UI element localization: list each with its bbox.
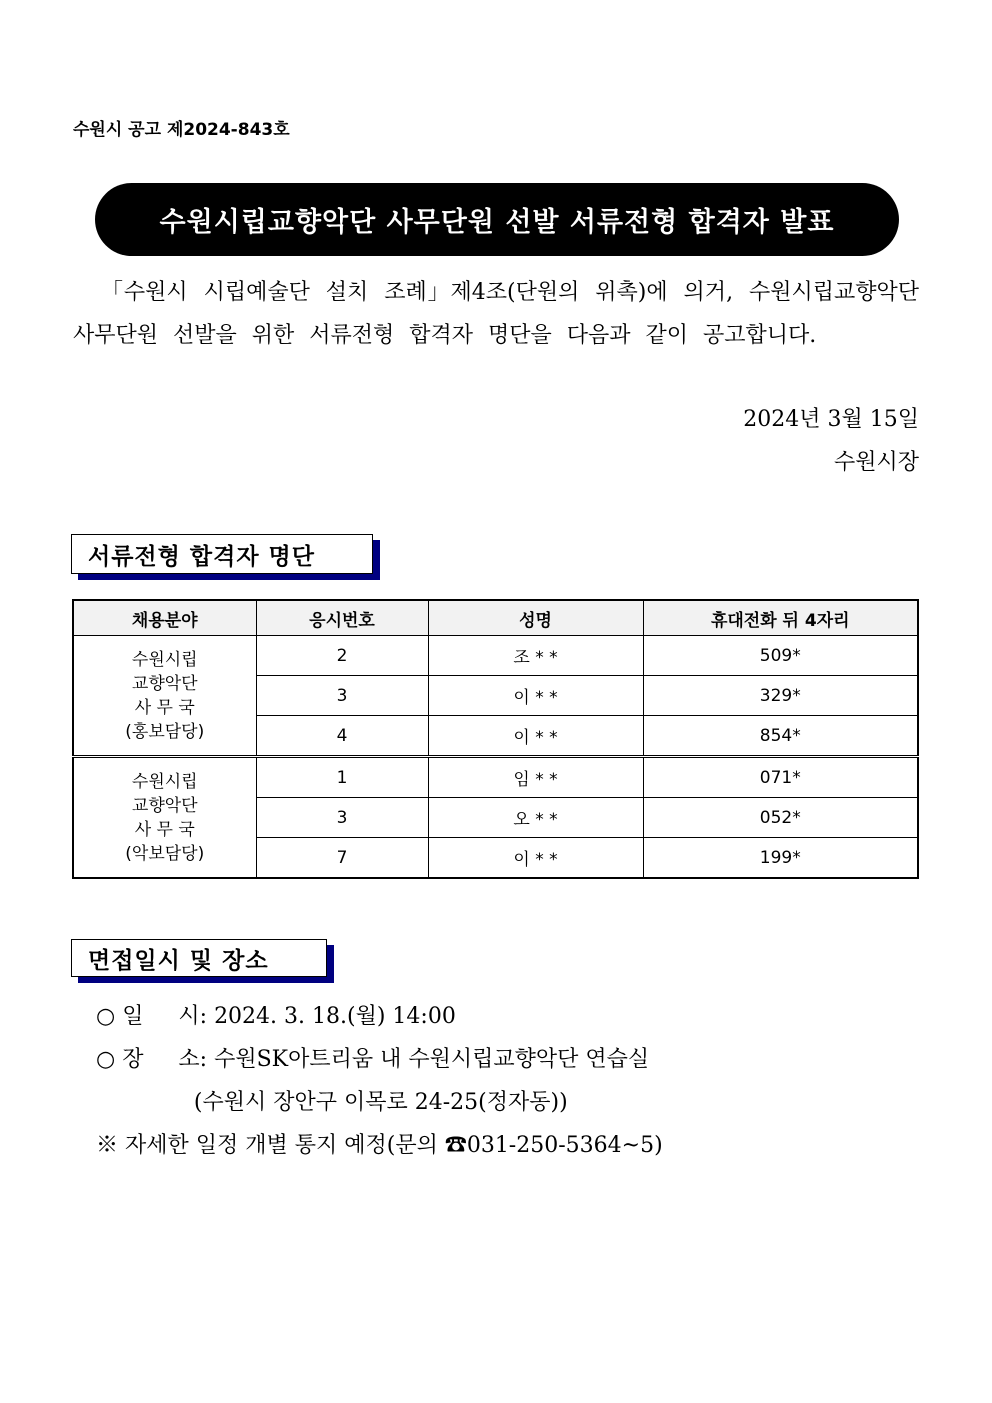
phone-last-digits: 509*: [643, 636, 918, 676]
interview-time: ○ 일 시: 2024. 3. 18.(월) 14:00: [96, 1004, 456, 1029]
notice-number: 수원시 공고 제2024-843호: [73, 120, 290, 140]
column-header: 성명: [428, 600, 643, 636]
section-title: 서류전형 합격자 명단: [71, 534, 373, 574]
field-line: 수원시립: [131, 649, 198, 670]
applicant-name: 이 * *: [428, 838, 643, 879]
field-line: 교향악단: [131, 673, 198, 694]
field-line: 수원시립: [131, 771, 198, 792]
applicant-name: 이 * *: [428, 716, 643, 757]
field-line: (악보담당): [125, 843, 205, 864]
field-line: 교향악단: [131, 795, 198, 816]
announcement-date: 2024년 3월 15일: [743, 407, 919, 432]
applicant-name: 이 * *: [428, 676, 643, 716]
applicant-number: 3: [256, 798, 428, 838]
applicant-name: 임 * *: [428, 757, 643, 798]
phone-last-digits: 199*: [643, 838, 918, 879]
announcement-paragraph: 「수원시 시립예술단 설치 조례」제4조(단원의 위촉)에 의거, 수원시립교향악단 사무단원 선발을 위한 서류전형 합격자 명단을 다음과 같이 공고합니다.: [73, 280, 919, 348]
page-title: 수원시립교향악단 사무단원 선발 서류전형 합격자 발표: [95, 183, 899, 256]
applicant-name: 오 * *: [428, 798, 643, 838]
applicant-name: 조 * *: [428, 636, 643, 676]
column-header: 응시번호: [256, 600, 428, 636]
phone-last-digits: 854*: [643, 716, 918, 757]
field-line: 사 무 국: [134, 819, 195, 840]
field-line: 사 무 국: [134, 697, 195, 718]
phone-last-digits: 052*: [643, 798, 918, 838]
contact-note: ※ 자세한 일정 개별 통지 예정(문의 ☎031-250-5364~5): [96, 1133, 663, 1158]
table-header-row: [73, 600, 918, 636]
field-cell: [73, 636, 256, 757]
interview-info: [96, 995, 663, 1167]
interview-address: (수원시 장안구 이목로 24-25(정자동)): [96, 1090, 568, 1115]
interview-place: ○ 장 소: 수원SK아트리움 내 수원시립교향악단 연습실: [96, 1047, 650, 1072]
applicant-number: 1: [256, 757, 428, 798]
date-block: [743, 398, 919, 484]
section-heading-candidates: [71, 534, 373, 574]
column-header: 채용분야: [73, 600, 256, 636]
phone-last-digits: 071*: [643, 757, 918, 798]
section-title: 면접일시 및 장소: [71, 939, 327, 977]
candidates-table: [72, 599, 919, 879]
column-header: 휴대전화 뒤 4자리: [643, 600, 918, 636]
applicant-number: 4: [256, 716, 428, 757]
section-heading-interview: [71, 939, 327, 977]
table-row: [73, 757, 918, 798]
phone-last-digits: 329*: [643, 676, 918, 716]
applicant-number: 3: [256, 676, 428, 716]
field-line: (홍보담당): [125, 721, 205, 742]
issuer: 수원시장: [833, 450, 919, 475]
applicant-number: 2: [256, 636, 428, 676]
applicant-number: 7: [256, 838, 428, 879]
field-cell: [73, 757, 256, 879]
table-row: [73, 636, 918, 676]
